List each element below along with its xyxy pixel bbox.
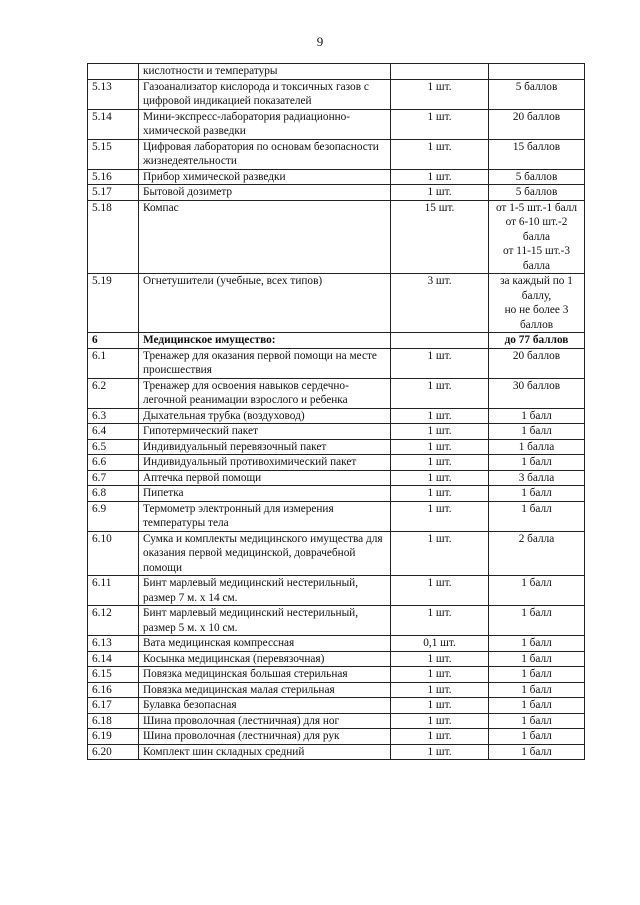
table-row bbox=[88, 169, 585, 185]
row-number-cell: 6.5 bbox=[88, 439, 139, 455]
item-name-cell: Шина проволочная (лестничная) для рук bbox=[139, 729, 391, 745]
item-name-cell: Цифровая лаборатория по основам безопасности жизнедеятельности bbox=[139, 139, 391, 169]
quantity-cell: 1 шт. bbox=[391, 139, 489, 169]
quantity-cell: 1 шт. bbox=[391, 424, 489, 440]
table-row bbox=[88, 348, 585, 378]
table-row bbox=[88, 200, 585, 274]
item-name-cell: Индивидуальный перевязочный пакет bbox=[139, 439, 391, 455]
quantity-cell: 15 шт. bbox=[391, 200, 489, 274]
points-cell: 1 балл bbox=[489, 636, 585, 652]
points-cell: 1 балл bbox=[489, 651, 585, 667]
quantity-cell: 1 шт. bbox=[391, 79, 489, 109]
row-number-cell: 6.7 bbox=[88, 470, 139, 486]
row-number-cell: 6.14 bbox=[88, 651, 139, 667]
row-number-cell: 6.6 bbox=[88, 455, 139, 471]
table-row bbox=[88, 139, 585, 169]
table-body bbox=[88, 64, 585, 760]
quantity-cell: 1 шт. bbox=[391, 682, 489, 698]
quantity-cell: 1 шт. bbox=[391, 576, 489, 606]
item-name-cell: Пипетка bbox=[139, 486, 391, 502]
points-cell: до 77 баллов bbox=[489, 333, 585, 349]
points-cell: 5 баллов bbox=[489, 169, 585, 185]
item-name-cell: Газоанализатор кислорода и токсичных газов с цифровой индикацией показателей bbox=[139, 79, 391, 109]
table-row bbox=[88, 274, 585, 333]
row-number-cell: 5.17 bbox=[88, 185, 139, 201]
item-name-cell: кислотности и температуры bbox=[139, 64, 391, 80]
points-cell: 1 балл bbox=[489, 713, 585, 729]
quantity-cell: 1 шт. bbox=[391, 439, 489, 455]
row-number-cell: 6.4 bbox=[88, 424, 139, 440]
item-name-cell: Повязка медицинская большая стерильная bbox=[139, 667, 391, 683]
table-row bbox=[88, 606, 585, 636]
points-cell: 1 балл bbox=[489, 682, 585, 698]
quantity-cell: 1 шт. bbox=[391, 501, 489, 531]
table-row bbox=[88, 470, 585, 486]
points-cell: 1 балл bbox=[489, 424, 585, 440]
points-cell: 1 балл bbox=[489, 486, 585, 502]
row-number-cell: 6.18 bbox=[88, 713, 139, 729]
table-row bbox=[88, 378, 585, 408]
quantity-cell: 1 шт. bbox=[391, 109, 489, 139]
item-name-cell: Компас bbox=[139, 200, 391, 274]
quantity-cell: 1 шт. bbox=[391, 348, 489, 378]
row-number-cell: 6.20 bbox=[88, 744, 139, 760]
row-number-cell: 5.13 bbox=[88, 79, 139, 109]
row-number-cell: 6.10 bbox=[88, 531, 139, 576]
row-number-cell: 6.17 bbox=[88, 698, 139, 714]
row-number-cell: 6.12 bbox=[88, 606, 139, 636]
points-cell: 1 балл bbox=[489, 744, 585, 760]
points-cell: 1 балл bbox=[489, 408, 585, 424]
item-name-cell: Сумка и комплекты медицинского имущества для оказания первой медицинской, доврачебной помощи bbox=[139, 531, 391, 576]
table-row bbox=[88, 64, 585, 80]
quantity-cell: 1 шт. bbox=[391, 744, 489, 760]
points-cell: 1 балл bbox=[489, 576, 585, 606]
quantity-cell: 1 шт. bbox=[391, 185, 489, 201]
item-name-cell: Аптечка первой помощи bbox=[139, 470, 391, 486]
item-name-cell: Булавка безопасная bbox=[139, 698, 391, 714]
points-cell: 1 балла bbox=[489, 439, 585, 455]
points-cell: 1 балл bbox=[489, 501, 585, 531]
table-row bbox=[88, 455, 585, 471]
item-name-cell: Дыхательная трубка (воздуховод) bbox=[139, 408, 391, 424]
equipment-table bbox=[87, 63, 585, 760]
table-row bbox=[88, 424, 585, 440]
item-name-cell: Гипотермический пакет bbox=[139, 424, 391, 440]
row-number-cell: 6.2 bbox=[88, 378, 139, 408]
row-number-cell: 6.1 bbox=[88, 348, 139, 378]
row-number-cell: 6.11 bbox=[88, 576, 139, 606]
row-number-cell: 6.19 bbox=[88, 729, 139, 745]
item-name-cell: Вата медицинская компрессная bbox=[139, 636, 391, 652]
points-cell: 1 балл bbox=[489, 698, 585, 714]
quantity-cell: 1 шт. bbox=[391, 698, 489, 714]
quantity-cell: 1 шт. bbox=[391, 667, 489, 683]
quantity-cell: 1 шт. bbox=[391, 606, 489, 636]
row-number-cell: 6.16 bbox=[88, 682, 139, 698]
row-number-cell bbox=[88, 64, 139, 80]
quantity-cell: 3 шт. bbox=[391, 274, 489, 333]
quantity-cell: 1 шт. bbox=[391, 713, 489, 729]
quantity-cell bbox=[391, 64, 489, 80]
points-cell: 1 балл bbox=[489, 606, 585, 636]
table-row bbox=[88, 531, 585, 576]
row-number-cell: 6.15 bbox=[88, 667, 139, 683]
points-cell: 2 балла bbox=[489, 531, 585, 576]
points-cell: от 1-5 шт.-1 балл от 6-10 шт.-2 балла от 11-15 шт.-3 балла bbox=[489, 200, 585, 274]
points-cell: 1 балл bbox=[489, 667, 585, 683]
item-name-cell: Индивидуальный противохимический пакет bbox=[139, 455, 391, 471]
points-cell bbox=[489, 64, 585, 80]
item-name-cell: Тренажер для оказания первой помощи на месте происшествия bbox=[139, 348, 391, 378]
table-row bbox=[88, 636, 585, 652]
row-number-cell: 5.16 bbox=[88, 169, 139, 185]
quantity-cell bbox=[391, 333, 489, 349]
item-name-cell: Мини-экспресс-лаборатория радиационно-химической разведки bbox=[139, 109, 391, 139]
table-row bbox=[88, 667, 585, 683]
table-row bbox=[88, 185, 585, 201]
table-row bbox=[88, 744, 585, 760]
item-name-cell: Тренажер для освоения навыков сердечно-легочной реанимации взрослого и ребенка bbox=[139, 378, 391, 408]
row-number-cell: 5.18 bbox=[88, 200, 139, 274]
quantity-cell: 1 шт. bbox=[391, 531, 489, 576]
row-number-cell: 6.13 bbox=[88, 636, 139, 652]
points-cell: 20 баллов bbox=[489, 109, 585, 139]
quantity-cell: 1 шт. bbox=[391, 455, 489, 471]
points-cell: 5 баллов bbox=[489, 185, 585, 201]
points-cell: за каждый по 1 баллу, но не более 3 баллов bbox=[489, 274, 585, 333]
points-cell: 1 балл bbox=[489, 455, 585, 471]
row-number-cell: 6 bbox=[88, 333, 139, 349]
table-row bbox=[88, 576, 585, 606]
points-cell: 3 балла bbox=[489, 470, 585, 486]
item-name-cell: Повязка медицинская малая стерильная bbox=[139, 682, 391, 698]
item-name-cell: Медицинское имущество: bbox=[139, 333, 391, 349]
points-cell: 15 баллов bbox=[489, 139, 585, 169]
quantity-cell: 1 шт. bbox=[391, 729, 489, 745]
row-number-cell: 5.19 bbox=[88, 274, 139, 333]
quantity-cell: 1 шт. bbox=[391, 169, 489, 185]
table-row bbox=[88, 79, 585, 109]
quantity-cell: 1 шт. bbox=[391, 408, 489, 424]
item-name-cell: Бинт марлевый медицинский нестерильный, размер 5 м. х 10 см. bbox=[139, 606, 391, 636]
quantity-cell: 1 шт. bbox=[391, 378, 489, 408]
points-cell: 30 баллов bbox=[489, 378, 585, 408]
points-cell: 1 балл bbox=[489, 729, 585, 745]
quantity-cell: 1 шт. bbox=[391, 470, 489, 486]
table-row bbox=[88, 729, 585, 745]
item-name-cell: Бытовой дозиметр bbox=[139, 185, 391, 201]
quantity-cell: 1 шт. bbox=[391, 651, 489, 667]
item-name-cell: Бинт марлевый медицинский нестерильный, размер 7 м. х 14 см. bbox=[139, 576, 391, 606]
item-name-cell: Шина проволочная (лестничная) для ног bbox=[139, 713, 391, 729]
quantity-cell: 1 шт. bbox=[391, 486, 489, 502]
row-number-cell: 5.14 bbox=[88, 109, 139, 139]
item-name-cell: Косынка медицинская (перевязочная) bbox=[139, 651, 391, 667]
table-row bbox=[88, 109, 585, 139]
row-number-cell: 6.3 bbox=[88, 408, 139, 424]
item-name-cell: Огнетушители (учебные, всех типов) bbox=[139, 274, 391, 333]
table-row bbox=[88, 698, 585, 714]
table-row bbox=[88, 408, 585, 424]
table-row bbox=[88, 682, 585, 698]
quantity-cell: 0,1 шт. bbox=[391, 636, 489, 652]
page-number: 9 bbox=[316, 34, 324, 49]
table-row bbox=[88, 439, 585, 455]
item-name-cell: Прибор химической разведки bbox=[139, 169, 391, 185]
table-row bbox=[88, 333, 585, 349]
row-number-cell: 5.15 bbox=[88, 139, 139, 169]
item-name-cell: Термометр электронный для измерения температуры тела bbox=[139, 501, 391, 531]
item-name-cell: Комплект шин складных средний bbox=[139, 744, 391, 760]
row-number-cell: 6.8 bbox=[88, 486, 139, 502]
points-cell: 20 баллов bbox=[489, 348, 585, 378]
table-row bbox=[88, 651, 585, 667]
table-row bbox=[88, 486, 585, 502]
table-row bbox=[88, 501, 585, 531]
points-cell: 5 баллов bbox=[489, 79, 585, 109]
row-number-cell: 6.9 bbox=[88, 501, 139, 531]
table-row bbox=[88, 713, 585, 729]
